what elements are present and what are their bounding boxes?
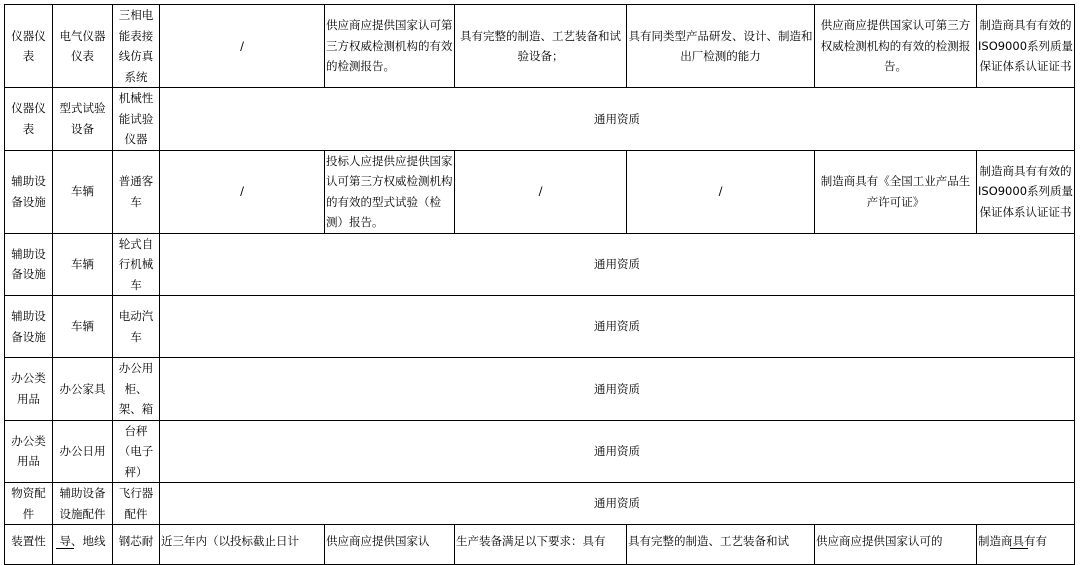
subcategory-cell: 型式试验设备	[53, 88, 113, 151]
equipment-cell: /	[455, 150, 627, 233]
certification-cell: 制造商具有《全国工业产品生产许可证》	[815, 150, 977, 233]
category-cell: 辅助设备设施	[5, 296, 53, 358]
general-qualification-cell: 通用资质	[160, 483, 1075, 525]
table-row	[5, 358, 1075, 421]
capability-cell: 具有完整的制造、工艺装备和试	[627, 525, 815, 565]
category-cell: 仪器仪表	[5, 5, 53, 88]
item-cell: 台秤（电子秤）	[113, 420, 160, 483]
general-qualification-cell: 通用资质	[160, 358, 1075, 421]
quality-cert-cell: 制造商具有有效的ISO9000系列质量保证体系认证证书	[977, 5, 1075, 88]
general-qualification-cell: 通用资质	[160, 233, 1075, 296]
table-row	[5, 483, 1075, 525]
subcategory-cell: 辅助设备设施配件	[53, 483, 113, 525]
quality-cert-cell: 制造商具有有	[977, 525, 1075, 565]
item-cell: 钢芯耐	[113, 525, 160, 565]
report-cell: 投标人应提供应提供国家认可第三方权威检测机构的有效的型式试验（检测）报告。	[325, 150, 455, 233]
capability-cell: /	[627, 150, 815, 233]
certification-cell: 供应商应提供国家认可第三方权威检测机构的有效的检测报告。	[815, 5, 977, 88]
quality-cert-cell: 制造商具有有效的ISO9000系列质量保证体系认证证书	[977, 150, 1075, 233]
subcategory-cell: 电气仪器仪表	[53, 5, 113, 88]
report-cell: 供应商应提供国家认可第三方权威检测机构的有效的检测报告。	[325, 5, 455, 88]
general-qualification-cell: 通用资质	[160, 88, 1075, 151]
performance-cell: /	[160, 5, 325, 88]
subcategory-cell: 办公日用	[53, 420, 113, 483]
category-cell: 装置性	[5, 525, 53, 565]
subcategory-cell: 车辆	[53, 150, 113, 233]
general-qualification-cell: 通用资质	[160, 420, 1075, 483]
category-cell: 办公类用品	[5, 358, 53, 421]
table-row	[5, 420, 1075, 483]
item-cell: 飞行器配件	[113, 483, 160, 525]
item-cell: 三相电能表接线仿真系统	[113, 5, 160, 88]
item-cell: 轮式自行机械车	[113, 233, 160, 296]
category-cell: 辅助设备设施	[5, 233, 53, 296]
equipment-cell: 生产装备满足以下要求：具有	[455, 525, 627, 565]
general-qualification-cell: 通用资质	[160, 296, 1075, 358]
subcategory-cell: 导、地线	[53, 525, 113, 565]
item-cell: 办公用柜、架、箱	[113, 358, 160, 421]
certification-cell: 供应商应提供国家认可的	[815, 525, 977, 565]
page-edge-line	[1010, 548, 1028, 549]
capability-cell: 具有同类型产品研发、设计、制造和出厂检测的能力	[627, 5, 815, 88]
subcategory-cell: 车辆	[53, 233, 113, 296]
item-cell: 机械性能试验仪器	[113, 88, 160, 151]
category-cell: 仪器仪表	[5, 88, 53, 151]
item-cell: 电动汽车	[113, 296, 160, 358]
category-cell: 办公类用品	[5, 420, 53, 483]
qualification-table	[4, 4, 1075, 565]
page-edge-line	[56, 548, 74, 549]
performance-cell: 近三年内（以投标截止日计	[160, 525, 325, 565]
subcategory-cell: 办公家具	[53, 358, 113, 421]
performance-cell: /	[160, 150, 325, 233]
table-row	[5, 525, 1075, 565]
table-row	[5, 296, 1075, 358]
report-cell: 供应商应提供国家认	[325, 525, 455, 565]
category-cell: 辅助设备设施	[5, 150, 53, 233]
item-cell: 普通客车	[113, 150, 160, 233]
category-cell: 物资配件	[5, 483, 53, 525]
table-row	[5, 5, 1075, 88]
equipment-cell: 具有完整的制造、工艺装备和试验设备；	[455, 5, 627, 88]
table-row	[5, 88, 1075, 151]
table-row	[5, 233, 1075, 296]
subcategory-cell: 车辆	[53, 296, 113, 358]
table-row	[5, 150, 1075, 233]
